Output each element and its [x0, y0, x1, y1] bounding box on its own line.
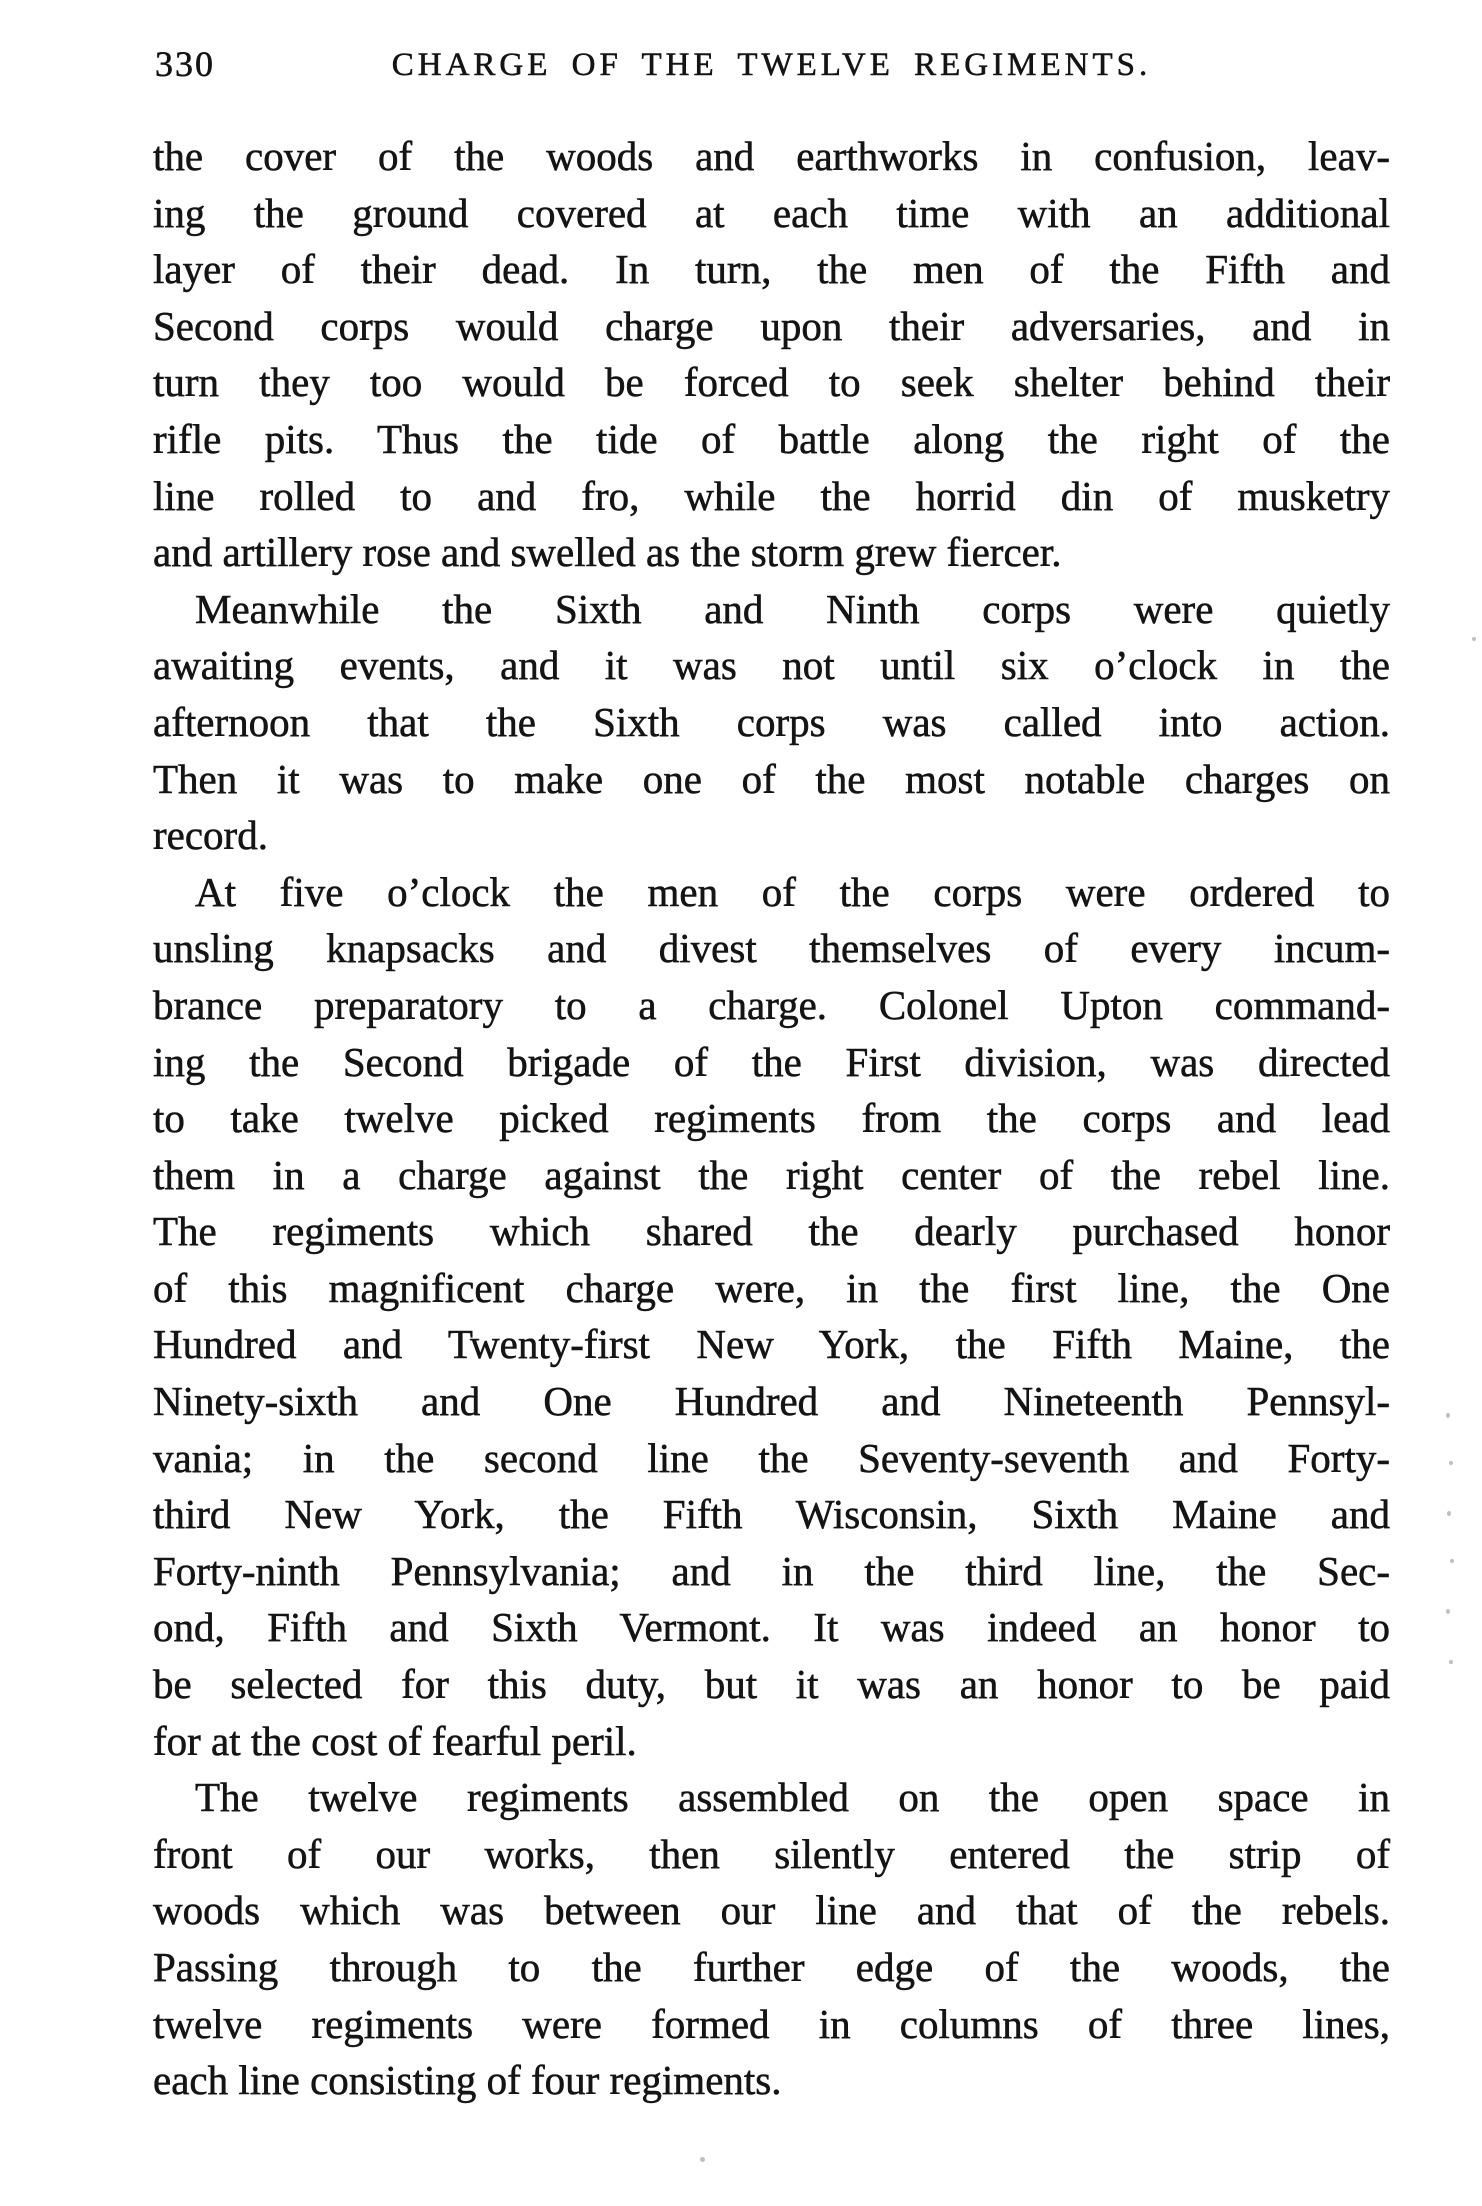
text-line: third New York, the Fifth Wisconsin, Sixth Maine and	[153, 1491, 1390, 1538]
text-line: The twelve regiments assembled on the open space in	[195, 1774, 1390, 1821]
text-line: of this magnificent charge were, in the first line, the One	[153, 1264, 1390, 1311]
text-line: turn they too would be forced to seek shelter behind their	[153, 359, 1390, 406]
text-line: the cover of the woods and earthworks in confusion, leav-	[153, 133, 1390, 179]
text-line: line rolled to and fro, while the horrid din of musketry	[153, 472, 1390, 519]
text-line: ond, Fifth and Sixth Vermont. It was indeed an honor to	[153, 1604, 1390, 1651]
text-line: twelve regiments were formed in columns of three lines,	[153, 2000, 1390, 2047]
text-line: be selected for this duty, but it was an honor to be paid	[153, 1661, 1390, 1708]
scan-speck	[1447, 1511, 1451, 1516]
text-line: ing the Second brigade of the First division, was directed	[153, 1038, 1390, 1085]
text-line: for at the cost of fearful peril.	[153, 1717, 637, 1764]
text-line: At five o’clock the men of the corps were ordered to	[195, 868, 1390, 915]
text-line: to take twelve picked regiments from the corps and lead	[153, 1095, 1390, 1142]
text-line: ing the ground covered at each time with an additional	[153, 189, 1390, 236]
running-title: CHARGE OF THE TWELVE REGIMENTS.	[391, 47, 1152, 83]
text-line: Forty-ninth Pennsylvania; and in the third line, the Sec-	[153, 1547, 1390, 1594]
text-line: Passing through to the further edge of the woods, the	[153, 1944, 1390, 1990]
text-line: woods which was between our line and that of the rebels.	[153, 1887, 1390, 1934]
paragraph	[153, 581, 1390, 864]
scan-speck	[1449, 1461, 1453, 1465]
text-line: Then it was to make one of the most notable charges on	[153, 755, 1390, 802]
text-line: Meanwhile the Sixth and Ninth corps were quietly	[195, 585, 1390, 632]
text-line: unsling knapsacks and divest themselves of every incum-	[153, 925, 1390, 972]
scan-speck	[1450, 1559, 1454, 1563]
page-number: 330	[155, 44, 215, 84]
scan-speck	[700, 2157, 705, 2162]
text-line: afternoon that the Sixth corps was called into action.	[153, 698, 1390, 745]
text-line: Ninety-sixth and One Hundred and Nineteenth Pennsyl-	[153, 1378, 1390, 1425]
scan-speck	[1472, 637, 1476, 641]
paragraph	[153, 864, 1390, 1770]
scan-speck	[1446, 1609, 1450, 1614]
paragraph	[153, 1769, 1390, 2109]
text-block	[153, 128, 1390, 2109]
scan-speck	[1446, 1413, 1450, 1418]
text-line: layer of their dead. In turn, the men of the Fifth and	[153, 246, 1390, 293]
text-line: record.	[153, 812, 268, 859]
text-line: vania; in the second line the Seventy-seventh and Forty-	[153, 1434, 1390, 1481]
text-line: brance preparatory to a charge. Colonel Upton command-	[153, 981, 1390, 1028]
text-line: each line consisting of four regiments.	[153, 2057, 782, 2104]
text-line: The regiments which shared the dearly purchased honor	[153, 1208, 1390, 1255]
page-header	[153, 46, 1390, 86]
text-line: rifle pits. Thus the tide of battle along the right of the	[153, 415, 1390, 462]
text-line: and artillery rose and swelled as the storm grew fiercer.	[153, 529, 1062, 576]
paragraph	[153, 128, 1390, 581]
text-line: front of our works, then silently entered the strip of	[153, 1830, 1390, 1877]
scan-speck	[1449, 1660, 1453, 1664]
text-line: them in a charge against the right center of the rebel line.	[153, 1151, 1390, 1198]
text-line: awaiting events, and it was not until six o’clock in the	[153, 642, 1390, 689]
text-line: Hundred and Twenty-first New York, the Fifth Maine, the	[153, 1321, 1390, 1368]
text-line: Second corps would charge upon their adversaries, and in	[153, 302, 1390, 349]
